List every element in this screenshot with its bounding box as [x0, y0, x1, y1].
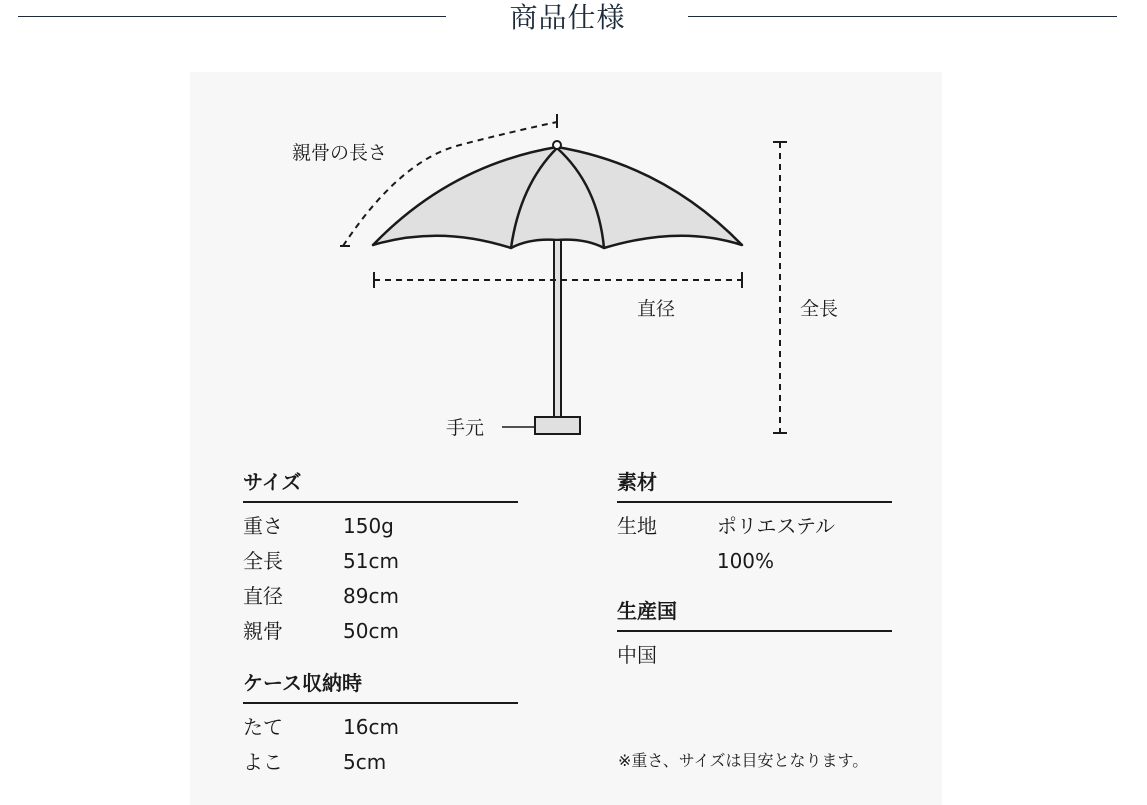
spec-row-origin — [617, 638, 892, 673]
case-section — [243, 670, 518, 780]
handle-label: 手元 — [446, 417, 485, 439]
spec-row-weight — [243, 509, 518, 544]
size-note: ※重さ、サイズは目安となります。 — [618, 751, 869, 770]
umbrella-handle — [535, 417, 580, 434]
spec-value: 16cm — [343, 715, 399, 739]
spec-value: 5cm — [343, 750, 387, 774]
spec-label: 全長 — [243, 549, 283, 573]
spec-label: 重さ — [243, 514, 283, 538]
spec-label: よこ — [243, 750, 283, 774]
case-rows — [243, 710, 518, 780]
origin-section — [617, 598, 892, 673]
spec-value: 89cm — [343, 584, 399, 608]
umbrella-canopy — [373, 147, 742, 248]
spec-row-case-width — [243, 745, 518, 780]
material-section — [617, 469, 892, 573]
origin-value: 中国 — [617, 643, 657, 667]
total-length-label: 全長 — [800, 298, 839, 320]
spec-value: ポリエステル100% — [716, 514, 836, 573]
spec-row-rib — [243, 614, 518, 649]
spec-label: 直径 — [243, 584, 283, 608]
size-heading: サイズ — [243, 469, 518, 503]
spec-row-case-height — [243, 710, 518, 745]
umbrella-tip — [553, 141, 561, 149]
diameter-label: 直径 — [637, 298, 676, 320]
spec-row-total-length — [243, 544, 518, 579]
material-rows — [617, 509, 892, 573]
spec-label: 生地 — [617, 514, 657, 538]
rib-length-label: 親骨の長さ — [292, 142, 388, 164]
page-title: 商品仕様 — [509, 1, 626, 34]
spec-row-diameter — [243, 579, 518, 614]
spec-label: 親骨 — [243, 619, 283, 643]
size-section — [243, 469, 518, 649]
spec-value: 51cm — [343, 549, 399, 573]
spec-value: 150g — [343, 514, 394, 538]
spec-value: 50cm — [343, 619, 399, 643]
size-rows — [243, 509, 518, 649]
umbrella-shaft — [554, 240, 561, 418]
origin-rows — [617, 638, 892, 673]
spec-label: たて — [243, 715, 283, 739]
origin-heading: 生産国 — [617, 598, 892, 632]
spec-row-fabric — [617, 509, 892, 573]
material-heading: 素材 — [617, 469, 892, 503]
case-heading: ケース収納時 — [243, 670, 518, 704]
